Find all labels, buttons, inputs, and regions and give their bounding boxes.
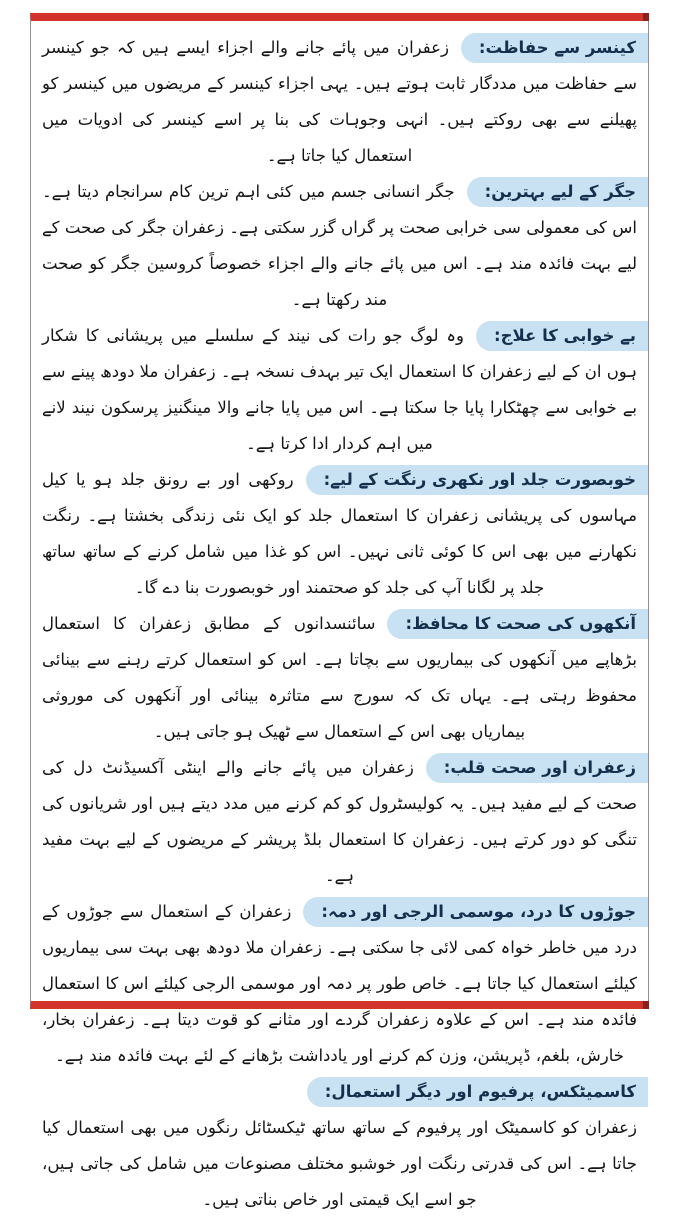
section-cosmetics bbox=[42, 1110, 637, 1218]
section-body-joints: زعفران کے استعمال سے جوڑوں کے درد میں خاطر خواہ کمی لائی جا سکتی ہے۔ زعفران ملا دودھ بھی بہت سی بیماریوں کیلئے استعمال کیا جاتا ہے۔ خاص طور پر دمہ اور موسمی الرجی کیلئے اس کا استعمال فائدہ مند ہے۔ اس کے علاوہ زعفران گردے اور مثانے کو قوت دیتا ہے۔ زعفران بخار، خارش، بلغم، ڈپریشن، وزن کم کرنے اور یادداشت بڑھانے کے لئے بہت فائدہ مند ہے۔ bbox=[42, 902, 637, 1065]
page-frame bbox=[30, 13, 649, 1209]
section-heading-joints: جوڑوں کا درد، موسمی الرجی اور دمہ: bbox=[303, 897, 648, 927]
section-heading-cancer: کینسر سے حفاظت: bbox=[461, 33, 648, 63]
section-cosmetics-heading-row bbox=[42, 1074, 637, 1110]
section-eyes bbox=[42, 606, 637, 750]
section-body-eyes: سائنسدانوں کے مطابق زعفران کا استعمال بڑھاپے میں آنکھوں کی بیماریوں سے بچاتا ہے۔ اس کو استعمال کرتے رہنے سے بینائی محفوظ رہتی ہے۔ یہاں تک کہ سورج سے متاثرہ بینائی اور آنکھوں کی موروثی بیماریاں بھی اس کے استعمال سے ٹھیک ہو جاتی ہیں۔ bbox=[42, 614, 637, 741]
section-body-insomnia: وہ لوگ جو رات کی نیند کے سلسلے میں پریشانی کا شکار ہوں ان کے لیے زعفران کا استعمال ایک تیر بہدف نسخہ ہے۔ زعفران ملا دودھ پینے سے بے خوابی سے چھٹکارا پایا جا سکتا ہے۔ اس میں پایا جانے والا مینگنیز پرسکون نیند لانے میں اہم کردار ادا کرتا ہے۔ bbox=[42, 326, 637, 453]
section-body-liver: جگر انسانی جسم میں کئی اہم ترین کام سرانجام دیتا ہے۔ اس کی معمولی سی خرابی صحت پر گراں گزر سکتی ہے۔ زعفران جگر کی صحت کے لیے بہت فائدہ مند ہے۔ اس میں پائے جانے والے اجزاء خصوصاً کروسین جگر کو صحت مند رکھتا ہے۔ bbox=[42, 182, 637, 309]
section-insomnia bbox=[42, 318, 637, 462]
section-body-heart: زعفران میں پائے جانے والے اینٹی آکسیڈنٹ دل کی صحت کے لیے مفید ہیں۔ یہ کولیسٹرول کو کم کرنے میں مدد دیتے ہیں اور شریانوں کی تنگی کو دور کرتے ہیں۔ زعفران کا استعمال بلڈ پریشر کے مریضوں کے لیے بہت مفید ہے۔ bbox=[42, 758, 637, 885]
section-body-cancer: زعفران میں پائے جانے والے اجزاء ایسے ہیں کہ جو کینسر سے حفاظت میں مددگار ثابت ہوتے ہیں۔ یہی اجزاء کینسر کے مریضوں میں کینسر کو پھیلنے سے بھی روکتے ہیں۔ انہی وجوہات کی بنا پر اسے کینسر کی ادویات میں استعمال کیا جاتا ہے۔ bbox=[42, 38, 637, 165]
section-heading-eyes: آنکھوں کی صحت کا محافظ: bbox=[387, 609, 648, 639]
section-body-cosmetics: زعفران کو کاسمیٹک اور پرفیوم کے ساتھ ساتھ ٹیکسٹائل رنگوں میں بھی استعمال کیا جاتا ہے۔ اس کی قدرتی رنگت اور خوشبو مختلف مصنوعات میں شامل کی جاتی ہیں، جو اسے ایک قیمتی اور خاص بناتی ہیں۔ bbox=[42, 1118, 637, 1209]
section-body-skin: روکھی اور بے رونق جلد ہو یا کیل مہاسوں کی پریشانی زعفران کا استعمال جلد کو ایک نئی زندگی بخشتا ہے۔ رنگت نکھارنے میں بھی اس کا کوئی ثانی نہیں۔ اس کو غذا میں شامل کرنے کے ساتھ ساتھ جلد پر لگانا آپ کی جلد کو صحتمند اور خوبصورت بنا دے گا۔ bbox=[42, 470, 637, 597]
section-heading-liver: جگر کے لیے بہترین: bbox=[467, 177, 648, 207]
section-heart bbox=[42, 750, 637, 894]
article-content bbox=[31, 21, 648, 1218]
section-heading-heart: زعفران اور صحت قلب: bbox=[426, 753, 648, 783]
section-skin bbox=[42, 462, 637, 606]
section-heading-cosmetics: کاسمیٹکس، پرفیوم اور دیگر استعمال: bbox=[307, 1077, 648, 1107]
section-cancer-protection bbox=[42, 30, 637, 174]
section-heading-skin: خوبصورت جلد اور نکھری رنگت کے لیے: bbox=[306, 465, 648, 495]
section-liver bbox=[42, 174, 637, 318]
section-heading-insomnia: بے خوابی کا علاج: bbox=[476, 321, 648, 351]
section-joints-allergy-asthma bbox=[42, 894, 637, 1074]
